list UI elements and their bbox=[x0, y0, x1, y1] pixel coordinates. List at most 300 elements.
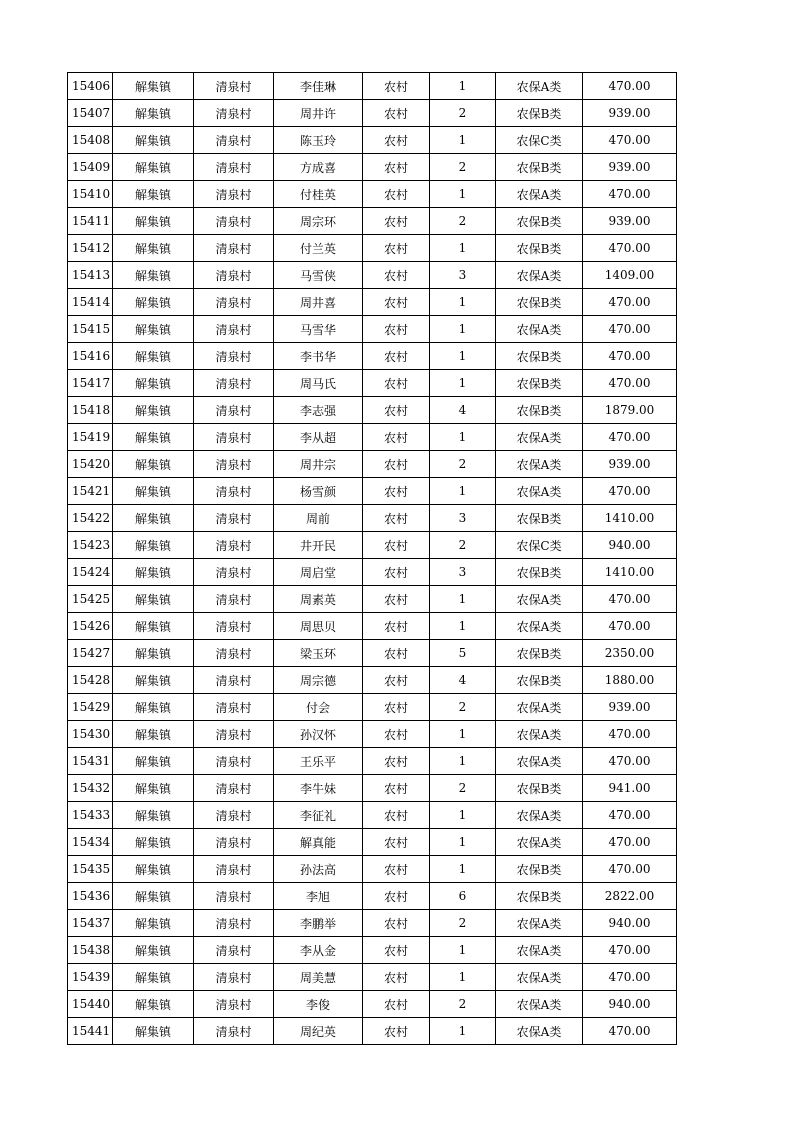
town-cell: 解集镇 bbox=[113, 937, 194, 964]
name-cell: 李俊 bbox=[274, 991, 363, 1018]
town-cell: 解集镇 bbox=[113, 694, 194, 721]
id-cell: 15410 bbox=[68, 181, 113, 208]
category-cell: 农保A类 bbox=[496, 694, 583, 721]
amount-cell: 1410.00 bbox=[583, 505, 677, 532]
town-cell: 解集镇 bbox=[113, 370, 194, 397]
village-cell: 清泉村 bbox=[194, 829, 274, 856]
category-cell: 农保B类 bbox=[496, 640, 583, 667]
amount-cell: 2350.00 bbox=[583, 640, 677, 667]
amount-cell: 941.00 bbox=[583, 775, 677, 802]
id-cell: 15436 bbox=[68, 883, 113, 910]
id-cell: 15411 bbox=[68, 208, 113, 235]
village-cell: 清泉村 bbox=[194, 1018, 274, 1045]
count-cell: 1 bbox=[430, 181, 496, 208]
table-row bbox=[68, 991, 677, 1018]
name-cell: 孙法高 bbox=[274, 856, 363, 883]
count-cell: 2 bbox=[430, 775, 496, 802]
village-cell: 清泉村 bbox=[194, 208, 274, 235]
id-cell: 15423 bbox=[68, 532, 113, 559]
amount-cell: 470.00 bbox=[583, 289, 677, 316]
table-row bbox=[68, 775, 677, 802]
village-cell: 清泉村 bbox=[194, 721, 274, 748]
table-row bbox=[68, 370, 677, 397]
village-cell: 清泉村 bbox=[194, 856, 274, 883]
name-cell: 周宗环 bbox=[274, 208, 363, 235]
count-cell: 1 bbox=[430, 721, 496, 748]
count-cell: 3 bbox=[430, 262, 496, 289]
name-cell: 解真能 bbox=[274, 829, 363, 856]
category-cell: 农保A类 bbox=[496, 451, 583, 478]
count-cell: 3 bbox=[430, 559, 496, 586]
count-cell: 2 bbox=[430, 991, 496, 1018]
category-cell: 农保A类 bbox=[496, 829, 583, 856]
name-cell: 周启堂 bbox=[274, 559, 363, 586]
name-cell: 周素英 bbox=[274, 586, 363, 613]
id-cell: 15424 bbox=[68, 559, 113, 586]
table-row bbox=[68, 883, 677, 910]
village-cell: 清泉村 bbox=[194, 964, 274, 991]
table-row bbox=[68, 343, 677, 370]
table-row bbox=[68, 667, 677, 694]
id-cell: 15439 bbox=[68, 964, 113, 991]
id-cell: 15408 bbox=[68, 127, 113, 154]
category-cell: 农保A类 bbox=[496, 991, 583, 1018]
table-row bbox=[68, 559, 677, 586]
id-cell: 15417 bbox=[68, 370, 113, 397]
name-cell: 李佳琳 bbox=[274, 73, 363, 100]
town-cell: 解集镇 bbox=[113, 451, 194, 478]
category-cell: 农保B类 bbox=[496, 235, 583, 262]
area-cell: 农村 bbox=[363, 829, 430, 856]
count-cell: 1 bbox=[430, 235, 496, 262]
town-cell: 解集镇 bbox=[113, 397, 194, 424]
table-row bbox=[68, 100, 677, 127]
name-cell: 周井许 bbox=[274, 100, 363, 127]
category-cell: 农保A类 bbox=[496, 937, 583, 964]
category-cell: 农保A类 bbox=[496, 181, 583, 208]
id-cell: 15416 bbox=[68, 343, 113, 370]
area-cell: 农村 bbox=[363, 208, 430, 235]
name-cell: 李牛妹 bbox=[274, 775, 363, 802]
table-row bbox=[68, 424, 677, 451]
area-cell: 农村 bbox=[363, 478, 430, 505]
id-cell: 15430 bbox=[68, 721, 113, 748]
id-cell: 15406 bbox=[68, 73, 113, 100]
name-cell: 李从金 bbox=[274, 937, 363, 964]
table-row bbox=[68, 586, 677, 613]
area-cell: 农村 bbox=[363, 640, 430, 667]
town-cell: 解集镇 bbox=[113, 613, 194, 640]
town-cell: 解集镇 bbox=[113, 748, 194, 775]
count-cell: 1 bbox=[430, 424, 496, 451]
id-cell: 15426 bbox=[68, 613, 113, 640]
amount-cell: 470.00 bbox=[583, 181, 677, 208]
table-row bbox=[68, 613, 677, 640]
amount-cell: 470.00 bbox=[583, 73, 677, 100]
id-cell: 15440 bbox=[68, 991, 113, 1018]
town-cell: 解集镇 bbox=[113, 316, 194, 343]
count-cell: 1 bbox=[430, 370, 496, 397]
count-cell: 1 bbox=[430, 613, 496, 640]
area-cell: 农村 bbox=[363, 1018, 430, 1045]
category-cell: 农保B类 bbox=[496, 208, 583, 235]
count-cell: 1 bbox=[430, 478, 496, 505]
area-cell: 农村 bbox=[363, 127, 430, 154]
area-cell: 农村 bbox=[363, 424, 430, 451]
count-cell: 4 bbox=[430, 397, 496, 424]
id-cell: 15437 bbox=[68, 910, 113, 937]
amount-cell: 470.00 bbox=[583, 964, 677, 991]
id-cell: 15414 bbox=[68, 289, 113, 316]
category-cell: 农保B类 bbox=[496, 343, 583, 370]
town-cell: 解集镇 bbox=[113, 775, 194, 802]
category-cell: 农保A类 bbox=[496, 424, 583, 451]
area-cell: 农村 bbox=[363, 856, 430, 883]
amount-cell: 939.00 bbox=[583, 451, 677, 478]
area-cell: 农村 bbox=[363, 154, 430, 181]
amount-cell: 470.00 bbox=[583, 829, 677, 856]
id-cell: 15421 bbox=[68, 478, 113, 505]
area-cell: 农村 bbox=[363, 532, 430, 559]
category-cell: 农保A类 bbox=[496, 964, 583, 991]
category-cell: 农保A类 bbox=[496, 802, 583, 829]
town-cell: 解集镇 bbox=[113, 73, 194, 100]
area-cell: 农村 bbox=[363, 586, 430, 613]
town-cell: 解集镇 bbox=[113, 208, 194, 235]
village-cell: 清泉村 bbox=[194, 235, 274, 262]
area-cell: 农村 bbox=[363, 559, 430, 586]
village-cell: 清泉村 bbox=[194, 424, 274, 451]
name-cell: 付会 bbox=[274, 694, 363, 721]
roster-body bbox=[68, 73, 677, 1045]
amount-cell: 1879.00 bbox=[583, 397, 677, 424]
village-cell: 清泉村 bbox=[194, 532, 274, 559]
table-row bbox=[68, 937, 677, 964]
table-row bbox=[68, 181, 677, 208]
village-cell: 清泉村 bbox=[194, 613, 274, 640]
area-cell: 农村 bbox=[363, 991, 430, 1018]
count-cell: 2 bbox=[430, 694, 496, 721]
village-cell: 清泉村 bbox=[194, 775, 274, 802]
town-cell: 解集镇 bbox=[113, 235, 194, 262]
area-cell: 农村 bbox=[363, 73, 430, 100]
id-cell: 15431 bbox=[68, 748, 113, 775]
count-cell: 5 bbox=[430, 640, 496, 667]
name-cell: 周井喜 bbox=[274, 289, 363, 316]
name-cell: 杨雪颜 bbox=[274, 478, 363, 505]
village-cell: 清泉村 bbox=[194, 100, 274, 127]
amount-cell: 470.00 bbox=[583, 802, 677, 829]
town-cell: 解集镇 bbox=[113, 262, 194, 289]
town-cell: 解集镇 bbox=[113, 1018, 194, 1045]
village-cell: 清泉村 bbox=[194, 316, 274, 343]
category-cell: 农保A类 bbox=[496, 1018, 583, 1045]
town-cell: 解集镇 bbox=[113, 181, 194, 208]
town-cell: 解集镇 bbox=[113, 127, 194, 154]
town-cell: 解集镇 bbox=[113, 532, 194, 559]
table-row bbox=[68, 127, 677, 154]
town-cell: 解集镇 bbox=[113, 343, 194, 370]
category-cell: 农保A类 bbox=[496, 586, 583, 613]
area-cell: 农村 bbox=[363, 775, 430, 802]
category-cell: 农保B类 bbox=[496, 289, 583, 316]
village-cell: 清泉村 bbox=[194, 991, 274, 1018]
table-row bbox=[68, 640, 677, 667]
name-cell: 李征礼 bbox=[274, 802, 363, 829]
category-cell: 农保A类 bbox=[496, 748, 583, 775]
town-cell: 解集镇 bbox=[113, 100, 194, 127]
category-cell: 农保A类 bbox=[496, 316, 583, 343]
id-cell: 15432 bbox=[68, 775, 113, 802]
village-cell: 清泉村 bbox=[194, 289, 274, 316]
village-cell: 清泉村 bbox=[194, 451, 274, 478]
id-cell: 15433 bbox=[68, 802, 113, 829]
count-cell: 2 bbox=[430, 532, 496, 559]
name-cell: 方成喜 bbox=[274, 154, 363, 181]
village-cell: 清泉村 bbox=[194, 586, 274, 613]
id-cell: 15409 bbox=[68, 154, 113, 181]
id-cell: 15425 bbox=[68, 586, 113, 613]
id-cell: 15441 bbox=[68, 1018, 113, 1045]
category-cell: 农保A类 bbox=[496, 613, 583, 640]
id-cell: 15438 bbox=[68, 937, 113, 964]
id-cell: 15434 bbox=[68, 829, 113, 856]
id-cell: 15415 bbox=[68, 316, 113, 343]
table-row bbox=[68, 235, 677, 262]
village-cell: 清泉村 bbox=[194, 397, 274, 424]
category-cell: 农保B类 bbox=[496, 775, 583, 802]
village-cell: 清泉村 bbox=[194, 748, 274, 775]
table-row bbox=[68, 964, 677, 991]
name-cell: 李志强 bbox=[274, 397, 363, 424]
count-cell: 2 bbox=[430, 451, 496, 478]
amount-cell: 470.00 bbox=[583, 424, 677, 451]
table-row bbox=[68, 829, 677, 856]
village-cell: 清泉村 bbox=[194, 883, 274, 910]
town-cell: 解集镇 bbox=[113, 964, 194, 991]
count-cell: 1 bbox=[430, 802, 496, 829]
area-cell: 农村 bbox=[363, 667, 430, 694]
amount-cell: 470.00 bbox=[583, 1018, 677, 1045]
town-cell: 解集镇 bbox=[113, 586, 194, 613]
count-cell: 1 bbox=[430, 586, 496, 613]
town-cell: 解集镇 bbox=[113, 559, 194, 586]
category-cell: 农保B类 bbox=[496, 397, 583, 424]
count-cell: 2 bbox=[430, 154, 496, 181]
area-cell: 农村 bbox=[363, 721, 430, 748]
town-cell: 解集镇 bbox=[113, 505, 194, 532]
id-cell: 15420 bbox=[68, 451, 113, 478]
town-cell: 解集镇 bbox=[113, 289, 194, 316]
village-cell: 清泉村 bbox=[194, 370, 274, 397]
town-cell: 解集镇 bbox=[113, 640, 194, 667]
count-cell: 1 bbox=[430, 856, 496, 883]
name-cell: 付兰英 bbox=[274, 235, 363, 262]
village-cell: 清泉村 bbox=[194, 667, 274, 694]
name-cell: 周前 bbox=[274, 505, 363, 532]
count-cell: 2 bbox=[430, 208, 496, 235]
name-cell: 梁玉环 bbox=[274, 640, 363, 667]
table-row bbox=[68, 262, 677, 289]
area-cell: 农村 bbox=[363, 802, 430, 829]
area-cell: 农村 bbox=[363, 748, 430, 775]
amount-cell: 1880.00 bbox=[583, 667, 677, 694]
area-cell: 农村 bbox=[363, 910, 430, 937]
count-cell: 6 bbox=[430, 883, 496, 910]
table-row bbox=[68, 154, 677, 181]
amount-cell: 470.00 bbox=[583, 613, 677, 640]
name-cell: 周美慧 bbox=[274, 964, 363, 991]
town-cell: 解集镇 bbox=[113, 829, 194, 856]
village-cell: 清泉村 bbox=[194, 343, 274, 370]
count-cell: 1 bbox=[430, 127, 496, 154]
category-cell: 农保A类 bbox=[496, 73, 583, 100]
amount-cell: 470.00 bbox=[583, 127, 677, 154]
village-cell: 清泉村 bbox=[194, 910, 274, 937]
amount-cell: 939.00 bbox=[583, 208, 677, 235]
amount-cell: 470.00 bbox=[583, 370, 677, 397]
category-cell: 农保B类 bbox=[496, 100, 583, 127]
village-cell: 清泉村 bbox=[194, 505, 274, 532]
village-cell: 清泉村 bbox=[194, 559, 274, 586]
name-cell: 付桂英 bbox=[274, 181, 363, 208]
amount-cell: 940.00 bbox=[583, 910, 677, 937]
amount-cell: 470.00 bbox=[583, 235, 677, 262]
area-cell: 农村 bbox=[363, 613, 430, 640]
table-row bbox=[68, 208, 677, 235]
category-cell: 农保B类 bbox=[496, 883, 583, 910]
amount-cell: 940.00 bbox=[583, 991, 677, 1018]
category-cell: 农保B类 bbox=[496, 856, 583, 883]
name-cell: 周纪英 bbox=[274, 1018, 363, 1045]
village-cell: 清泉村 bbox=[194, 127, 274, 154]
id-cell: 15435 bbox=[68, 856, 113, 883]
id-cell: 15428 bbox=[68, 667, 113, 694]
count-cell: 1 bbox=[430, 964, 496, 991]
area-cell: 农村 bbox=[363, 964, 430, 991]
name-cell: 马雪华 bbox=[274, 316, 363, 343]
name-cell: 周思贝 bbox=[274, 613, 363, 640]
category-cell: 农保C类 bbox=[496, 127, 583, 154]
town-cell: 解集镇 bbox=[113, 802, 194, 829]
town-cell: 解集镇 bbox=[113, 883, 194, 910]
town-cell: 解集镇 bbox=[113, 667, 194, 694]
category-cell: 农保A类 bbox=[496, 721, 583, 748]
name-cell: 李书华 bbox=[274, 343, 363, 370]
count-cell: 4 bbox=[430, 667, 496, 694]
name-cell: 李鹏举 bbox=[274, 910, 363, 937]
count-cell: 1 bbox=[430, 829, 496, 856]
table-row bbox=[68, 505, 677, 532]
amount-cell: 470.00 bbox=[583, 586, 677, 613]
area-cell: 农村 bbox=[363, 343, 430, 370]
village-cell: 清泉村 bbox=[194, 181, 274, 208]
count-cell: 1 bbox=[430, 1018, 496, 1045]
amount-cell: 470.00 bbox=[583, 856, 677, 883]
town-cell: 解集镇 bbox=[113, 991, 194, 1018]
amount-cell: 1409.00 bbox=[583, 262, 677, 289]
town-cell: 解集镇 bbox=[113, 424, 194, 451]
amount-cell: 939.00 bbox=[583, 154, 677, 181]
category-cell: 农保C类 bbox=[496, 532, 583, 559]
town-cell: 解集镇 bbox=[113, 154, 194, 181]
area-cell: 农村 bbox=[363, 316, 430, 343]
table-row bbox=[68, 478, 677, 505]
amount-cell: 470.00 bbox=[583, 343, 677, 370]
name-cell: 周马氏 bbox=[274, 370, 363, 397]
id-cell: 15419 bbox=[68, 424, 113, 451]
village-cell: 清泉村 bbox=[194, 802, 274, 829]
table-row bbox=[68, 397, 677, 424]
amount-cell: 470.00 bbox=[583, 937, 677, 964]
name-cell: 王乐平 bbox=[274, 748, 363, 775]
category-cell: 农保A类 bbox=[496, 910, 583, 937]
area-cell: 农村 bbox=[363, 883, 430, 910]
table-row bbox=[68, 856, 677, 883]
village-cell: 清泉村 bbox=[194, 262, 274, 289]
area-cell: 农村 bbox=[363, 505, 430, 532]
name-cell: 孙汉怀 bbox=[274, 721, 363, 748]
category-cell: 农保B类 bbox=[496, 505, 583, 532]
town-cell: 解集镇 bbox=[113, 910, 194, 937]
area-cell: 农村 bbox=[363, 100, 430, 127]
table-row bbox=[68, 910, 677, 937]
town-cell: 解集镇 bbox=[113, 721, 194, 748]
village-cell: 清泉村 bbox=[194, 478, 274, 505]
amount-cell: 939.00 bbox=[583, 694, 677, 721]
name-cell: 李旭 bbox=[274, 883, 363, 910]
id-cell: 15407 bbox=[68, 100, 113, 127]
village-cell: 清泉村 bbox=[194, 937, 274, 964]
count-cell: 1 bbox=[430, 343, 496, 370]
category-cell: 农保A类 bbox=[496, 478, 583, 505]
count-cell: 1 bbox=[430, 316, 496, 343]
town-cell: 解集镇 bbox=[113, 856, 194, 883]
table-row bbox=[68, 451, 677, 478]
category-cell: 农保B类 bbox=[496, 154, 583, 181]
area-cell: 农村 bbox=[363, 694, 430, 721]
count-cell: 3 bbox=[430, 505, 496, 532]
id-cell: 15418 bbox=[68, 397, 113, 424]
amount-cell: 470.00 bbox=[583, 316, 677, 343]
area-cell: 农村 bbox=[363, 262, 430, 289]
name-cell: 井开民 bbox=[274, 532, 363, 559]
table-row bbox=[68, 721, 677, 748]
area-cell: 农村 bbox=[363, 289, 430, 316]
id-cell: 15422 bbox=[68, 505, 113, 532]
village-cell: 清泉村 bbox=[194, 154, 274, 181]
village-cell: 清泉村 bbox=[194, 73, 274, 100]
category-cell: 农保B类 bbox=[496, 559, 583, 586]
table-row bbox=[68, 748, 677, 775]
id-cell: 15427 bbox=[68, 640, 113, 667]
id-cell: 15412 bbox=[68, 235, 113, 262]
count-cell: 1 bbox=[430, 289, 496, 316]
table-row bbox=[68, 316, 677, 343]
count-cell: 1 bbox=[430, 748, 496, 775]
count-cell: 2 bbox=[430, 910, 496, 937]
amount-cell: 1410.00 bbox=[583, 559, 677, 586]
name-cell: 马雪侠 bbox=[274, 262, 363, 289]
table-row bbox=[68, 532, 677, 559]
id-cell: 15413 bbox=[68, 262, 113, 289]
roster-table bbox=[67, 72, 677, 1045]
area-cell: 农村 bbox=[363, 370, 430, 397]
table-row bbox=[68, 802, 677, 829]
table-row bbox=[68, 289, 677, 316]
village-cell: 清泉村 bbox=[194, 640, 274, 667]
count-cell: 1 bbox=[430, 937, 496, 964]
